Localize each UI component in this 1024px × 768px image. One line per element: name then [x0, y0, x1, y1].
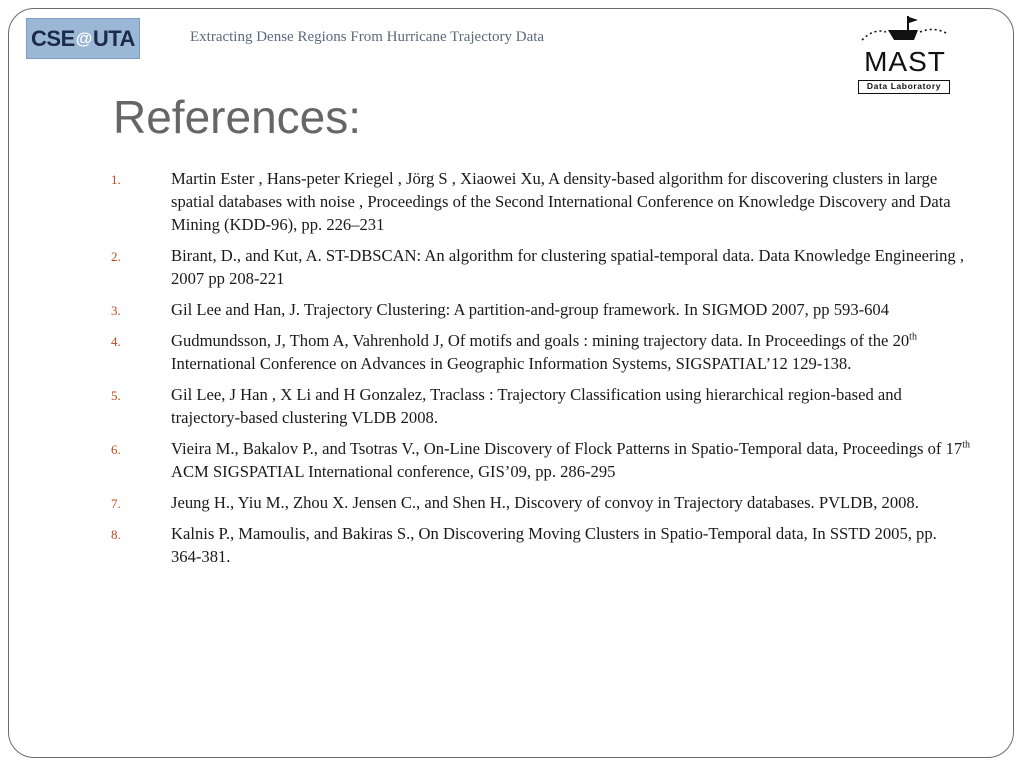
reference-number: 3. — [111, 303, 121, 318]
reference-number: 5. — [111, 388, 121, 403]
reference-item — [111, 437, 971, 483]
reference-item — [111, 167, 971, 236]
mast-logo — [850, 14, 960, 96]
reference-item — [111, 298, 971, 321]
presentation-title: Extracting Dense Regions From Hurricane Trajectory Data — [190, 29, 545, 45]
reference-text — [171, 439, 970, 481]
reference-text: Gil Lee, J Han , X Li and H Gonzalez, Traclass : Trajectory Classification using hierarchical region-based and trajectory-based clustering VLDB 2008. — [171, 385, 902, 427]
reference-number: 2. — [111, 249, 121, 264]
reference-item — [111, 491, 971, 514]
reference-item — [111, 329, 971, 375]
reference-item — [111, 522, 971, 568]
reference-number: 4. — [111, 334, 121, 349]
logo-cse-text: CSE — [31, 25, 75, 51]
reference-text-part: International Conference on Advances in Geographic Information Systems, SIGSPATIAL’12 129-138. — [171, 354, 852, 373]
reference-text-part: Vieira M., Bakalov P., and Tsotras V., On-Line Discovery of Flock Patterns in Spatio-Temporal data, Proceedings of 17 — [171, 439, 963, 458]
mast-word: MAST — [864, 46, 946, 77]
reference-number: 1. — [111, 172, 121, 187]
mast-subtitle: Data Laboratory — [858, 80, 950, 94]
cse-uta-logo — [26, 18, 140, 59]
reference-number: 6. — [111, 442, 121, 457]
reference-text-part: ACM SIGSPATIAL International conference, GIS’09, pp. 286-295 — [171, 462, 616, 481]
reference-item — [111, 383, 971, 429]
reference-text: Gil Lee and Han, J. Trajectory Clustering: A partition-and-group framework. In SIGMOD 2007, pp 593-604 — [171, 300, 890, 319]
reference-item — [111, 244, 971, 290]
reference-list — [111, 167, 971, 576]
reference-text: Martin Ester , Hans-peter Kriegel , Jörg S , Xiaowei Xu, A density-based algorithm for discovering clusters in large spatial databases with noise , Proceedings of the Second International Conference on Knowledge Discovery and Data Mining (KDD-96), pp. 226–231 — [171, 169, 951, 234]
ordinal-suffix: th — [909, 331, 917, 343]
reference-text: Jeung H., Yiu M., Zhou X. Jensen C., and Shen H., Discovery of convoy in Trajectory databases. PVLDB, 2008. — [171, 493, 919, 512]
reference-text: Kalnis P., Mamoulis, and Bakiras S., On Discovering Moving Clusters in Spatio-Temporal data, In SSTD 2005, pp. 364-381. — [171, 524, 937, 566]
page-title: References: — [113, 91, 362, 143]
logo-at-symbol: @ — [75, 28, 92, 48]
reference-text: Birant, D., and Kut, A. ST-DBSCAN: An algorithm for clustering spatial-temporal data. Data Knowledge Engineering , 2007 pp 208-221 — [171, 246, 964, 288]
reference-text-part: Gudmundsson, J, Thom A, Vahrenhold J, Of motifs and goals : mining trajectory data. In Proceedings of the 20 — [171, 331, 910, 350]
logo-uta-text: UTA — [92, 25, 135, 51]
reference-text — [171, 331, 917, 373]
ship-icon — [860, 14, 950, 50]
ordinal-suffix: th — [962, 439, 970, 451]
reference-number: 8. — [111, 527, 121, 542]
reference-number: 7. — [111, 496, 121, 511]
